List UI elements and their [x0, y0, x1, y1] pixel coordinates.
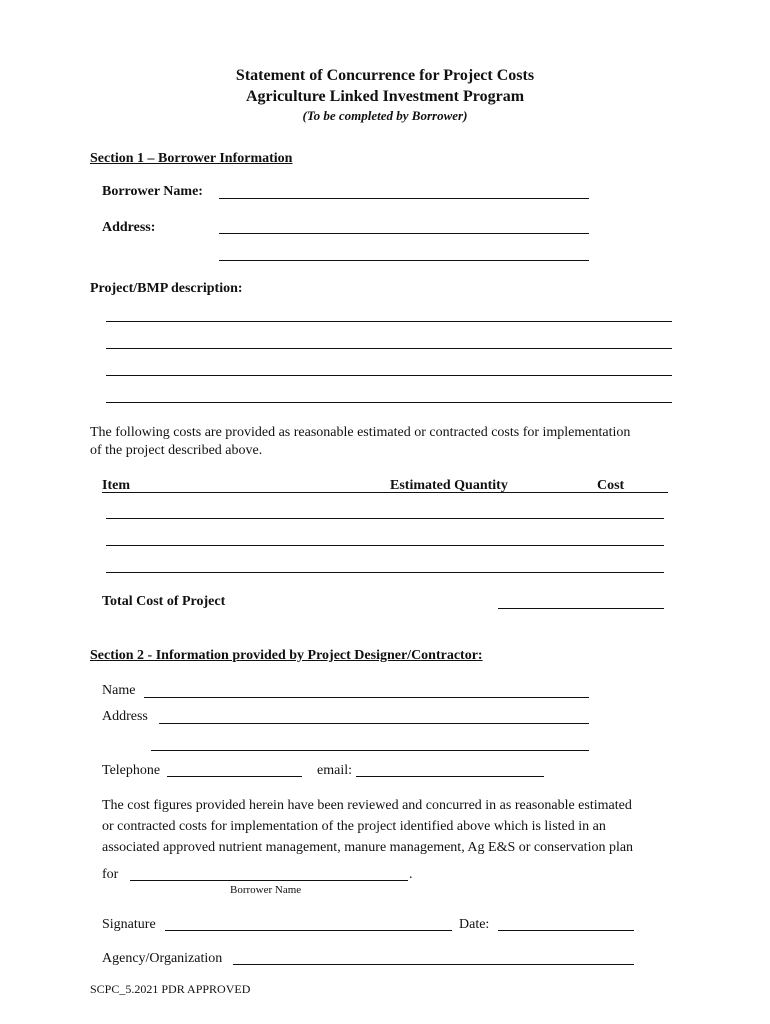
costs-intro-line1: The following costs are provided as reasonable estimated or contracted costs for implementation — [90, 425, 631, 440]
document-title: Statement of Concurrence for Project Costs — [235, 67, 535, 84]
estimated-quantity-column-header: Estimated Quantity — [390, 478, 508, 493]
telephone-label: Telephone — [102, 763, 161, 778]
project-description-line1[interactable] — [106, 321, 672, 322]
designer-address-label: Address — [102, 709, 148, 724]
designer-address-field-line2[interactable] — [151, 750, 589, 751]
cost-row-line3[interactable] — [106, 572, 664, 573]
name-label: Name — [102, 683, 136, 698]
email-field[interactable] — [356, 776, 544, 777]
cost-column-header: Cost — [597, 478, 625, 493]
address-label: Address: — [102, 220, 156, 235]
item-column-header: Item — [102, 478, 130, 493]
date-field[interactable] — [498, 930, 634, 931]
total-cost-field[interactable] — [498, 608, 664, 609]
for-borrower-name-field[interactable] — [130, 880, 408, 881]
statement-line1: The cost figures provided herein have been reviewed and concurred in as reasonable estimated — [102, 798, 632, 813]
telephone-field[interactable] — [167, 776, 302, 777]
email-label: email: — [317, 763, 352, 778]
program-name: Agriculture Linked Investment Program — [245, 88, 525, 105]
borrower-name-field[interactable] — [219, 198, 589, 199]
address-field-line1[interactable] — [219, 233, 589, 234]
agency-field[interactable] — [233, 964, 634, 965]
for-period: . — [409, 867, 413, 882]
signature-label: Signature — [102, 917, 156, 932]
signature-field[interactable] — [165, 930, 452, 931]
project-description-line2[interactable] — [106, 348, 672, 349]
borrower-name-caption: Borrower Name — [230, 884, 302, 896]
for-label: for — [102, 867, 119, 882]
footer-code: SCPC_5.2021 PDR APPROVED — [90, 982, 251, 996]
section1-heading: Section 1 – Borrower Information — [90, 151, 293, 166]
total-cost-label: Total Cost of Project — [102, 594, 226, 609]
designer-name-field[interactable] — [144, 697, 589, 698]
document-subtitle: (To be completed by Borrower) — [302, 108, 468, 123]
statement-line2: or contracted costs for implementation of the project identified above which is listed in an — [102, 819, 606, 834]
address-field-line2[interactable] — [219, 260, 589, 261]
section2-heading: Section 2 - Information provided by Project Designer/Contractor: — [90, 648, 483, 663]
project-description-label: Project/BMP description: — [90, 281, 243, 296]
project-description-line4[interactable] — [106, 402, 672, 403]
statement-line3: associated approved nutrient management, manure management, Ag E&S or conservation plan — [102, 840, 634, 855]
borrower-name-label: Borrower Name: — [102, 184, 203, 199]
table-header-underline — [102, 492, 668, 493]
cost-row-line1[interactable] — [106, 518, 664, 519]
project-description-line3[interactable] — [106, 375, 672, 376]
cost-row-line2[interactable] — [106, 545, 664, 546]
date-label: Date: — [459, 917, 490, 932]
designer-address-field-line1[interactable] — [159, 723, 589, 724]
costs-intro-line2: of the project described above. — [90, 443, 263, 458]
agency-label: Agency/Organization — [102, 951, 223, 966]
